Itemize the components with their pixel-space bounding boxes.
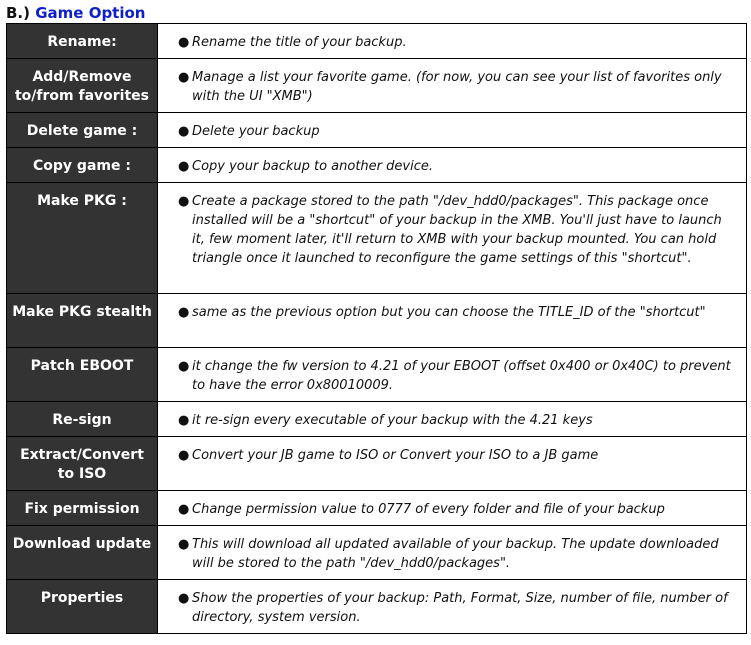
- row-description-text: Copy your backup to another device.: [192, 159, 433, 174]
- row-label: Rename:: [7, 24, 158, 58]
- table-row: [7, 59, 746, 113]
- table-row: [7, 148, 746, 183]
- section-title: Game Option: [35, 4, 146, 22]
- row-description: [158, 491, 746, 525]
- row-description-text: it change the fw version to 4.21 of your EBOOT (offset 0x400 or 0x40C) to prevent to have the error 0x80010009.: [192, 359, 731, 393]
- row-description: [158, 580, 746, 633]
- section-prefix: B.): [6, 4, 30, 22]
- row-label: Re-sign: [7, 402, 158, 436]
- row-description-text: Convert your JB game to ISO or Convert your ISO to a JB game: [192, 448, 599, 463]
- table-row: [7, 402, 746, 437]
- table-row: [7, 24, 746, 59]
- bullet-icon: ●: [178, 159, 190, 174]
- row-description: [158, 402, 746, 436]
- row-description-text: Create a package stored to the path "/dev_hdd0/packages". This package once installed will be a "shortcut" of your backup in the XMB. You'll just have to launch it, few moment later, it'll return to XMB with your backup mounted. You can hold triangle once it launched to reconfigure the game settings of this "shortcut".: [192, 194, 722, 266]
- row-description-text: Show the properties of your backup: Path, Format, Size, number of file, number of directory, system version.: [192, 591, 728, 625]
- row-label: Add/Remove to/from favorites: [7, 59, 158, 112]
- table-row: [7, 580, 746, 634]
- bullet-icon: ●: [178, 502, 190, 517]
- table-row: [7, 183, 746, 294]
- row-description: [158, 437, 746, 490]
- row-description: [158, 526, 746, 579]
- table-row: [7, 294, 746, 348]
- row-description: [158, 183, 746, 293]
- section-heading: [6, 3, 145, 23]
- bullet-icon: ●: [178, 124, 190, 139]
- row-label: Make PKG :: [7, 183, 158, 293]
- row-label: Download update: [7, 526, 158, 579]
- bullet-icon: ●: [178, 413, 190, 428]
- row-description-text: Change permission value to 0777 of every folder and file of your backup: [192, 502, 665, 517]
- table-row: [7, 491, 746, 526]
- bullet-icon: ●: [178, 591, 190, 606]
- row-description: [158, 59, 746, 112]
- row-description: [158, 113, 746, 147]
- bullet-icon: ●: [178, 70, 190, 85]
- row-description-text: same as the previous option but you can choose the TITLE_ID of the "shortcut": [192, 305, 706, 320]
- row-description-text: This will download all updated available of your backup. The update downloaded will be stored to the path "/dev_hdd0/packages".: [192, 537, 719, 571]
- row-label: Copy game :: [7, 148, 158, 182]
- row-description-text: Manage a list your favorite game. (for now, you can see your list of favorites only with the UI "XMB"): [192, 70, 722, 104]
- row-label: Make PKG stealth: [7, 294, 158, 347]
- bullet-icon: ●: [178, 194, 190, 209]
- row-label: Fix permission: [7, 491, 158, 525]
- bullet-icon: ●: [178, 537, 190, 552]
- bullet-icon: ●: [178, 305, 190, 320]
- bullet-icon: ●: [178, 35, 190, 50]
- row-description: [158, 24, 746, 58]
- row-description-text: it re-sign every executable of your backup with the 4.21 keys: [192, 413, 593, 428]
- row-label: Delete game :: [7, 113, 158, 147]
- row-description: [158, 148, 746, 182]
- row-label: Extract/Convert to ISO: [7, 437, 158, 490]
- table-row: [7, 113, 746, 148]
- bullet-icon: ●: [178, 448, 190, 463]
- row-label: Properties: [7, 580, 158, 633]
- row-label: Patch EBOOT: [7, 348, 158, 401]
- table-row: [7, 437, 746, 491]
- row-description: [158, 294, 746, 347]
- row-description-text: Delete your backup: [192, 124, 320, 139]
- bullet-icon: ●: [178, 359, 190, 374]
- table-row: [7, 348, 746, 402]
- table-row: [7, 526, 746, 580]
- row-description-text: Rename the title of your backup.: [192, 35, 407, 50]
- row-description: [158, 348, 746, 401]
- game-option-table: [6, 23, 747, 634]
